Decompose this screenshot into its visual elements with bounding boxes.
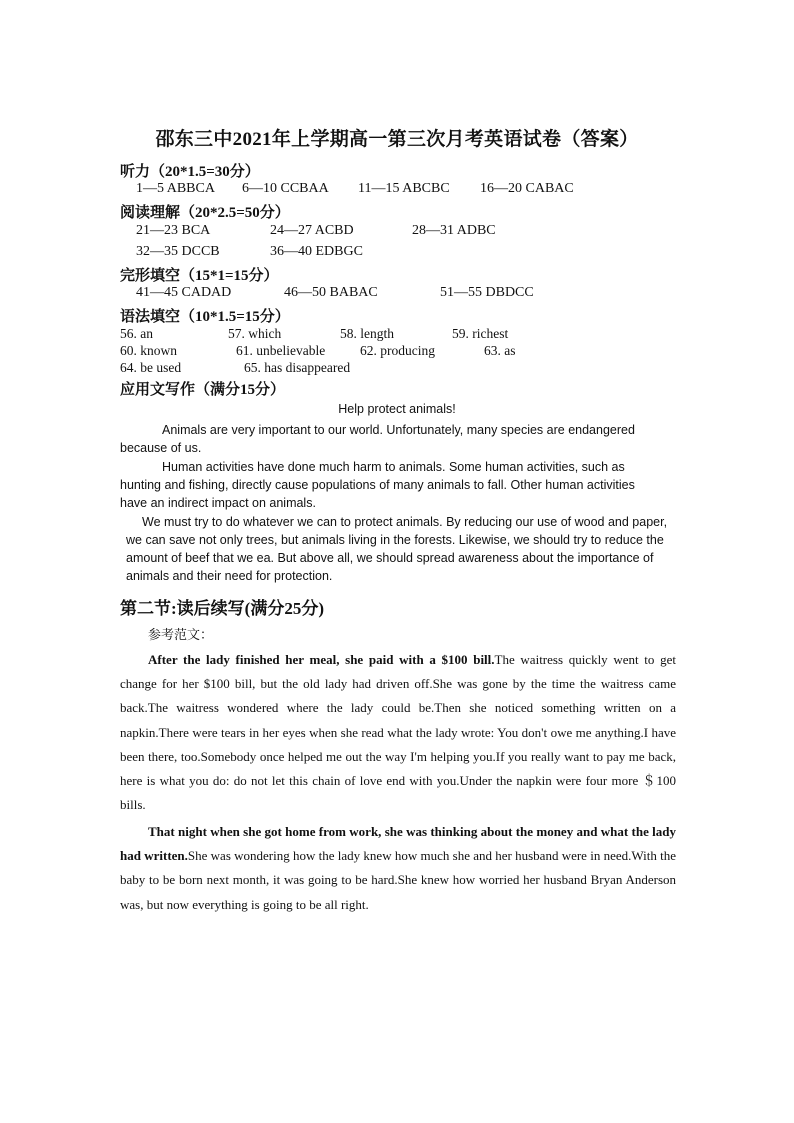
answer-item: 60. known <box>120 343 177 358</box>
listening-heading: 听力（20*1.5=30分） <box>120 164 260 180</box>
paragraph-opening: That night when she got home from work, she was thinking about the money and what the lady had written. <box>120 824 676 864</box>
essay-paragraph: Human activities have done much harm to animals. Some human activities, such as hunting and fishing, directly cause populations of many animals to fall. Other human activities have an indirect impact on animals. <box>120 460 635 510</box>
answer-group: 24—27 ACBD <box>270 223 354 238</box>
answer-group: 46—50 BABAC <box>284 285 378 300</box>
essay-title: Help protect animals! <box>338 402 456 416</box>
answer-group: 41—45 CADAD <box>136 285 232 300</box>
answer-group: 21—23 BCA <box>136 223 211 238</box>
grammar-heading: 语法填空（10*1.5=15分） <box>120 309 290 325</box>
answer-item: 56. an <box>120 326 153 341</box>
answer-item: 61. unbelievable <box>236 343 326 358</box>
paragraph-body: She was wondering how the lady knew how much she and her husband were in need.With the baby to be born next month, it was going to be hard.She knew how worried her husband Bryan Anderson was, but now everything is going to be all right. <box>120 848 676 912</box>
writing-heading: 应用文写作（满分15分） <box>120 382 286 398</box>
continuation-heading: 第二节:读后续写(满分25分) <box>120 599 324 618</box>
answer-item: 57. which <box>228 326 282 341</box>
sample-label: 参考范文： <box>148 627 214 642</box>
answer-group: 16—20 CABAC <box>480 181 574 196</box>
essay-paragraph: We must try to do whatever we can to protect animals. By reducing our use of wood and paper, we can save not only trees, but animals living in the forests. Likewise, we should try to reduce the amount of beef that we ea. But above all, we should spread awareness about the importance of animals and their need for protection. <box>126 515 668 583</box>
paragraph-body: The waitress quickly went to get change for her $100 bill, but the old lady had driven off.She was gone by the time the waitress came back.The waitress wondered where the lady could be.Then she noticed something written on a napkin.There were tears in her eyes when she read what the lady wrote: You don't owe me anything.I have been there, too.Somebody once helped me out the way I'm helping you.If you really want to pay me back, here is what you do: do not let this chain of love end with you.Under the napkin were four more ＄100 bills. <box>120 652 676 813</box>
cloze-heading: 完形填空（15*1=15分） <box>120 268 279 284</box>
answer-group: 11—15 ABCBC <box>358 181 450 196</box>
answer-group: 28—31 ADBC <box>412 223 496 238</box>
answer-item: 59. richest <box>452 326 509 341</box>
answer-group: 32—35 DCCB <box>136 244 220 259</box>
answer-group: 36—40 EDBGC <box>270 244 363 259</box>
answer-item: 65. has disappeared <box>244 360 351 375</box>
page-title: 邵东三中2021年上学期高一第三次月考英语试卷（答案） <box>155 129 639 150</box>
answer-group: 51—55 DBDCC <box>440 285 534 300</box>
sample-paragraph-2 <box>120 820 676 917</box>
sample-paragraph-1 <box>120 648 676 817</box>
answer-item: 64. be used <box>120 360 182 375</box>
answer-group: 6—10 CCBAA <box>242 181 329 196</box>
answer-group: 1—5 ABBCA <box>136 181 215 196</box>
reading-heading: 阅读理解（20*2.5=50分） <box>120 205 290 221</box>
essay-paragraph: Animals are very important to our world. Unfortunately, many species are endangered because of us. <box>120 423 635 455</box>
paragraph-opening: After the lady finished her meal, she paid with a $100 bill. <box>148 652 495 667</box>
answer-item: 63. as <box>484 343 516 358</box>
answer-item: 58. length <box>340 326 394 341</box>
answer-item: 62. producing <box>360 343 435 358</box>
